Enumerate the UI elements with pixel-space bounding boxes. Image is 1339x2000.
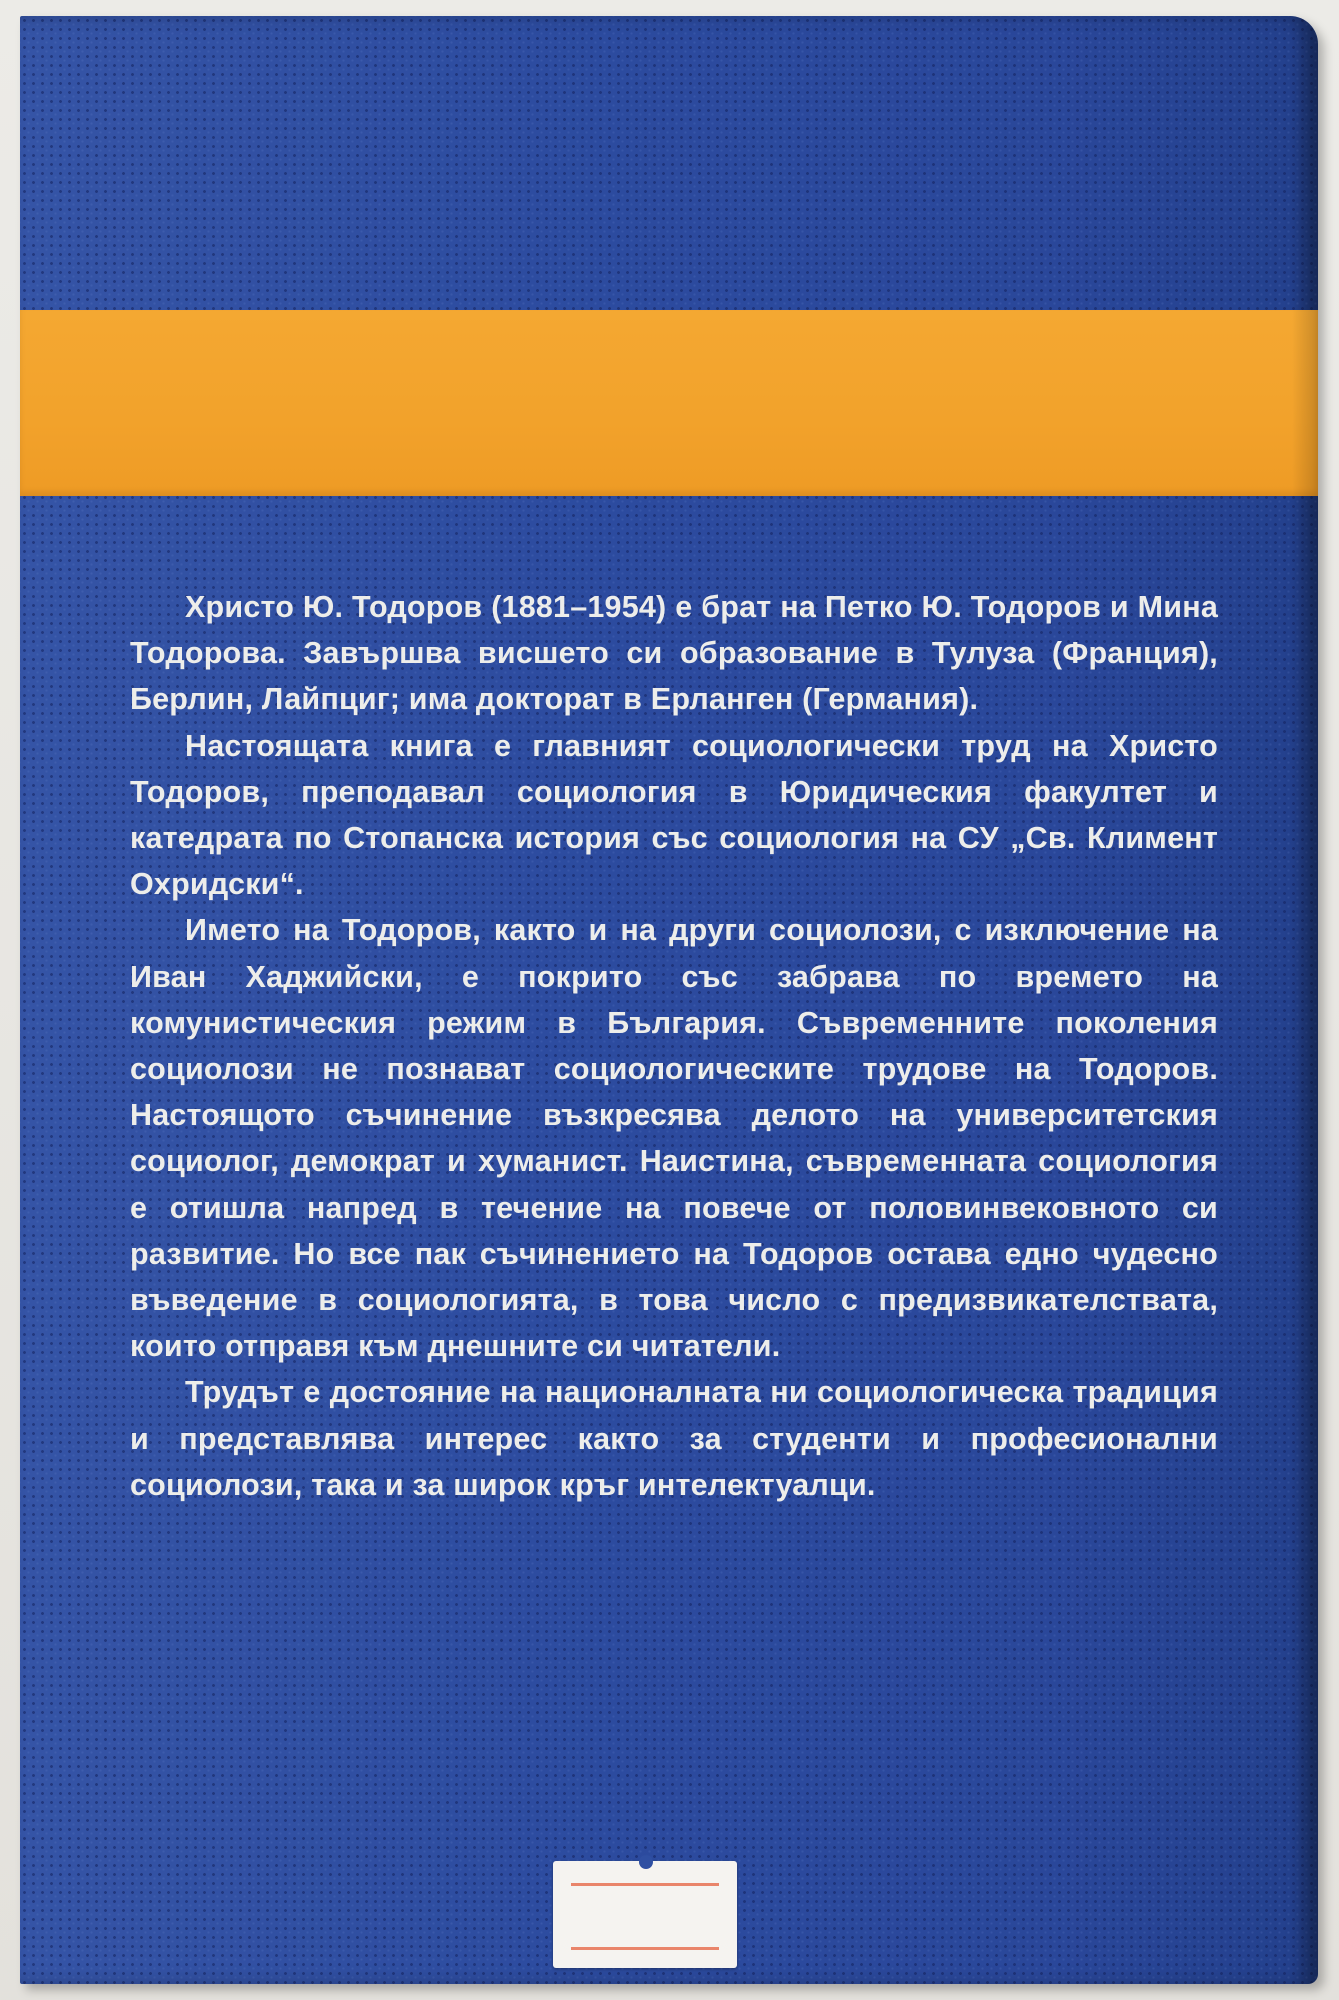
book-back-cover <box>20 16 1318 1984</box>
blurb-paragraph-3: Името на Тодоров, както и на други социолози, с изключение на Иван Хаджийски, е покрито със забрава по времето на комунистическия режим в България. Съвременните поколения социолози не познават социологическите трудове на Тодоров. Настоящото съчинение възкресява делото на университетския социолог, демократ и хуманист. Наистина, съвременната социология е отишла напред в течение на повече от половинвековното си развитие. Но все пак съчинението на Тодоров остава едно чудесно въведение в социологията, в това число с предизвикателствата, които отправя към днешните си читатели. <box>130 913 1218 1364</box>
sticker-line-bottom <box>571 1947 719 1950</box>
blurb-paragraph-2: Настоящата книга е главният социологически труд на Христо Тодоров, преподавал социология в Юридическия факултет и катедрата по Стопанска история със социология на СУ „Св. Климент Охридски“. <box>130 728 1218 902</box>
blurb-text <box>130 584 1218 1508</box>
sticker-line-top <box>571 1883 719 1886</box>
sticker-notch <box>639 1855 653 1869</box>
blurb-paragraph-1: Христо Ю. Тодоров (1881–1954) е брат на Петко Ю. Тодоров и Мина Тодорова. Завършва висшето си образование в Тулуза (Франция), Берлин, Лайпциг; има докторат в Ерланген (Германия). <box>130 590 1218 717</box>
orange-band <box>20 310 1318 496</box>
cover-edge-shadow <box>1292 16 1318 1984</box>
blurb-paragraph-4: Трудът е достояние на националната ни социологическа традиция и представлява интерес както за студенти и професионални социолози, така и за широк кръг интелектуалци. <box>130 1375 1218 1502</box>
price-sticker <box>553 1861 737 1968</box>
